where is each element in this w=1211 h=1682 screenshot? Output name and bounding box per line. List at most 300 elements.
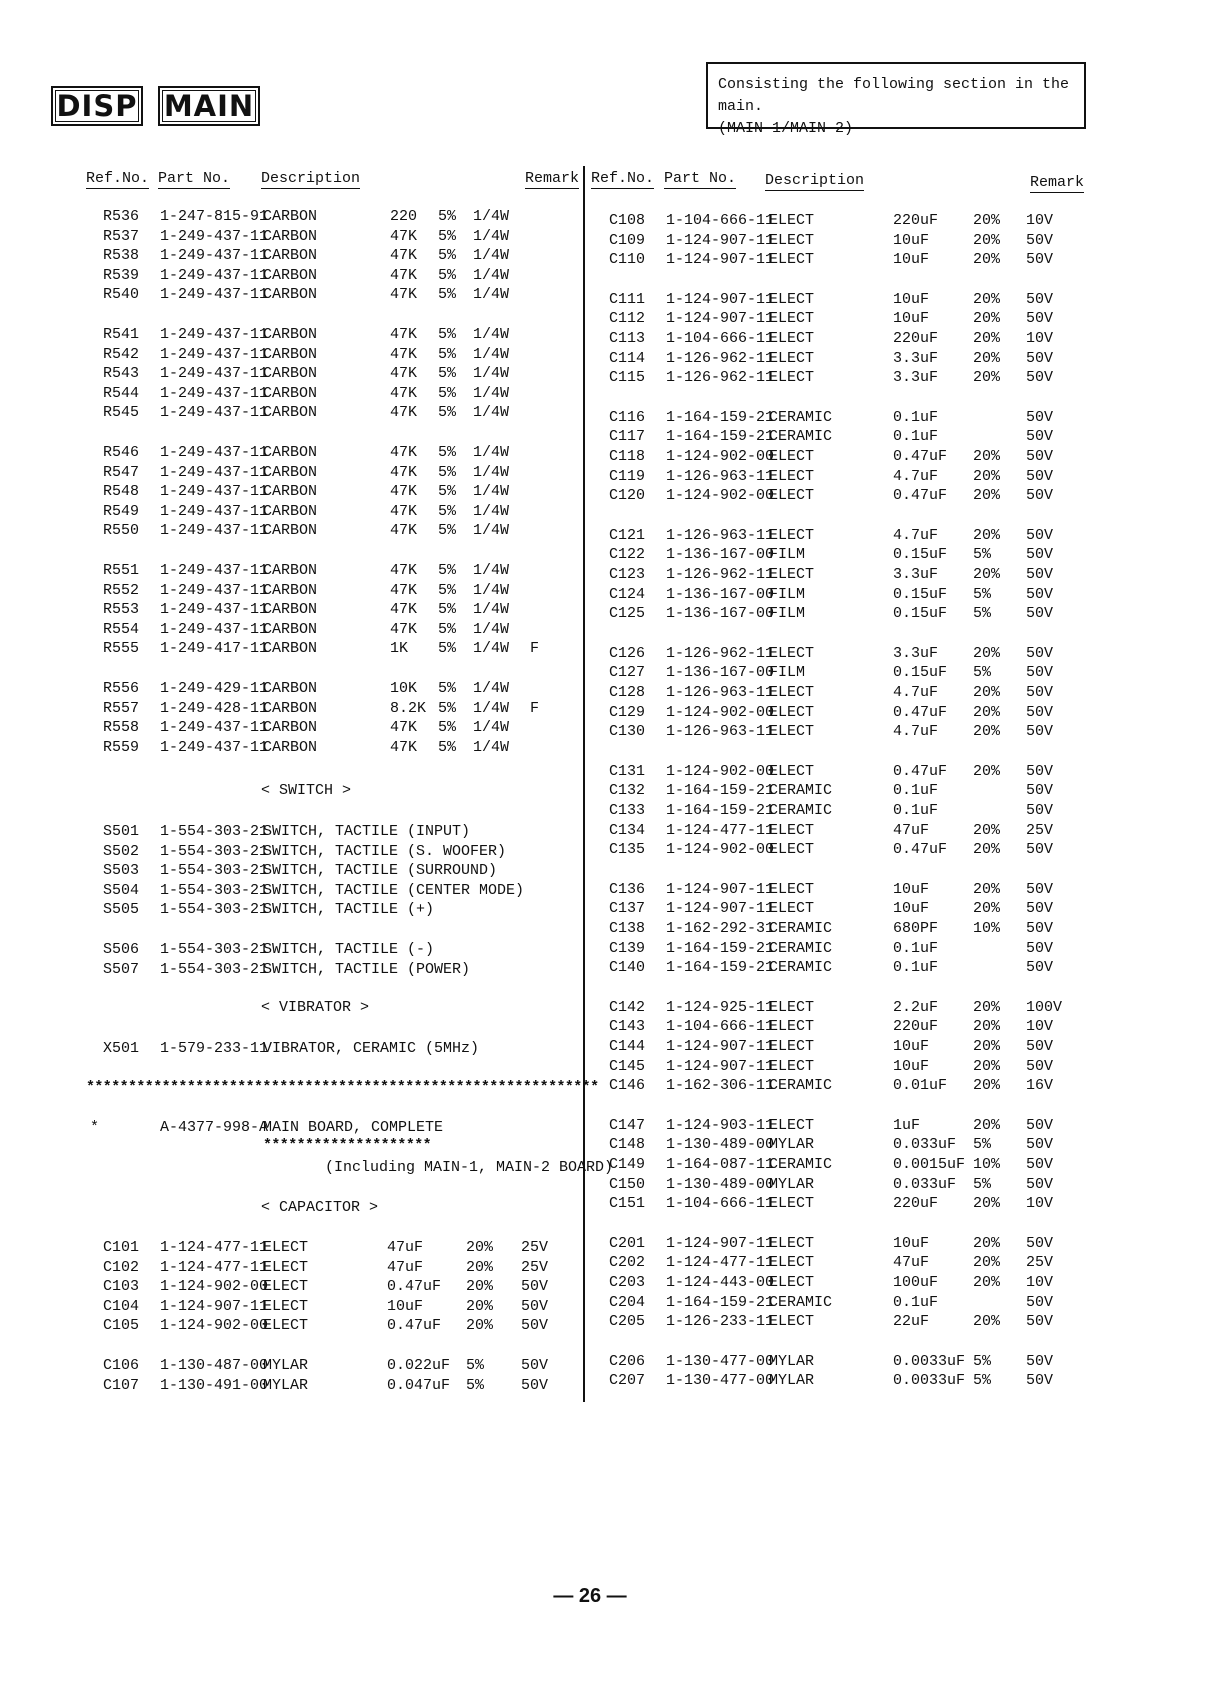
value: 47uF [387, 1259, 424, 1276]
description: CERAMIC [769, 1077, 833, 1094]
rating: 1/4W [473, 601, 510, 618]
description: ELECT [769, 350, 815, 367]
value: 220 [390, 208, 418, 225]
tolerance: 20% [973, 369, 1001, 386]
part-no: 1-136-167-00 [666, 586, 775, 603]
value: 47K [390, 365, 418, 382]
ref-no: R548 [103, 483, 140, 500]
value: 47K [390, 247, 418, 264]
ref-no: C121 [608, 527, 645, 544]
rating: 50V [1026, 546, 1054, 563]
ref-no: C145 [608, 1058, 645, 1075]
part-no: 1-249-437-11 [160, 464, 269, 481]
tolerance: 5% [438, 208, 457, 225]
ref-no: C106 [103, 1357, 140, 1374]
rating: 50V [1026, 369, 1054, 386]
tolerance: 20% [973, 1313, 1001, 1330]
description: ELECT [769, 291, 815, 308]
description: CARBON [263, 228, 318, 245]
rating: 1/4W [473, 404, 510, 421]
ref-no: C127 [608, 664, 645, 681]
value: 10uF [893, 232, 930, 249]
ref-no: R542 [103, 346, 140, 363]
rating: 50V [1026, 723, 1054, 740]
ref-no: C147 [608, 1117, 645, 1134]
ref-no: C203 [608, 1274, 645, 1291]
rating: 50V [1026, 310, 1054, 327]
part-no: 1-249-437-11 [160, 601, 269, 618]
description: ELECT [769, 1117, 815, 1134]
rating: 50V [1026, 350, 1054, 367]
ref-no: R551 [103, 562, 140, 579]
tolerance: 20% [973, 763, 1001, 780]
tolerance: 5% [438, 385, 457, 402]
description: CARBON [263, 365, 318, 382]
description: CARBON [263, 640, 318, 657]
description: ELECT [769, 999, 815, 1016]
part-no: 1-126-963-11 [666, 684, 775, 701]
part-no: 1-164-159-21 [666, 940, 775, 957]
part-no: 1-124-907-11 [666, 310, 775, 327]
tolerance: 20% [973, 822, 1001, 839]
value: 47uF [893, 822, 930, 839]
value: 10K [390, 680, 418, 697]
remark: F [530, 700, 540, 717]
rating: 50V [1026, 920, 1054, 937]
part-no: 1-249-437-11 [160, 247, 269, 264]
ref-no: C115 [608, 369, 645, 386]
description: CARBON [263, 680, 318, 697]
ref-no: R557 [103, 700, 140, 717]
tolerance: 5% [438, 346, 457, 363]
description: CARBON [263, 267, 318, 284]
part-no: 1-124-907-11 [666, 881, 775, 898]
value: 4.7uF [893, 468, 939, 485]
rating: 50V [1026, 566, 1054, 583]
ref-no: C139 [608, 940, 645, 957]
description: ELECT [769, 212, 815, 229]
tolerance: 5% [973, 546, 992, 563]
part-no: 1-554-303-21 [160, 862, 269, 879]
tolerance: 5% [438, 582, 457, 599]
value: 0.033uF [893, 1176, 957, 1193]
description: CARBON [263, 385, 318, 402]
tolerance: 20% [973, 468, 1001, 485]
description: ELECT [769, 763, 815, 780]
ref-no: C108 [608, 212, 645, 229]
rating: 10V [1026, 1195, 1054, 1212]
ref-no: C126 [608, 645, 645, 662]
part-no: 1-249-437-11 [160, 267, 269, 284]
value: 47K [390, 326, 418, 343]
tolerance: 20% [973, 841, 1001, 858]
ref-no: C128 [608, 684, 645, 701]
rating: 1/4W [473, 444, 510, 461]
rating: 1/4W [473, 739, 510, 756]
rating: 1/4W [473, 346, 510, 363]
tolerance: 20% [973, 350, 1001, 367]
rating: 50V [1026, 959, 1054, 976]
description: ELECT [769, 822, 815, 839]
value: 0.1uF [893, 959, 939, 976]
rating: 25V [521, 1239, 549, 1256]
value: 3.3uF [893, 566, 939, 583]
rating: 50V [1026, 428, 1054, 445]
tolerance: 20% [973, 645, 1001, 662]
tolerance: 20% [466, 1259, 494, 1276]
rating: 1/4W [473, 247, 510, 264]
description: ELECT [769, 645, 815, 662]
value: 47K [390, 286, 418, 303]
ref-no: S505 [103, 901, 140, 918]
part-no: 1-249-437-11 [160, 503, 269, 520]
description: ELECT [769, 900, 815, 917]
value: 47K [390, 562, 418, 579]
part-no: 1-104-666-11 [666, 1195, 775, 1212]
part-no: 1-124-902-00 [666, 704, 775, 721]
column-divider [583, 166, 585, 1402]
ref-no: C129 [608, 704, 645, 721]
value: 680PF [893, 920, 939, 937]
description: CARBON [263, 247, 318, 264]
rating: 1/4W [473, 680, 510, 697]
ref-no: R536 [103, 208, 140, 225]
tolerance: 5% [438, 621, 457, 638]
description: ELECT [769, 251, 815, 268]
board-mark: * [90, 1119, 100, 1136]
tolerance: 20% [973, 723, 1001, 740]
part-no: 1-124-907-11 [666, 1235, 775, 1252]
part-no: 1-136-167-00 [666, 664, 775, 681]
switch-heading: < SWITCH > [261, 782, 352, 799]
rating: 1/4W [473, 621, 510, 638]
part-no: 1-136-167-00 [666, 546, 775, 563]
tolerance: 20% [973, 1018, 1001, 1035]
tolerance: 20% [973, 1038, 1001, 1055]
value: 0.1uF [893, 802, 939, 819]
rating: 1/4W [473, 582, 510, 599]
rating: 1/4W [473, 700, 510, 717]
ref-no: R541 [103, 326, 140, 343]
value: 0.1uF [893, 940, 939, 957]
value: 1uF [893, 1117, 921, 1134]
description: SWITCH, TACTILE (SURROUND) [263, 862, 498, 879]
ref-no: C109 [608, 232, 645, 249]
part-no: 1-124-907-11 [666, 900, 775, 917]
value: 0.1uF [893, 782, 939, 799]
rating: 50V [1026, 527, 1054, 544]
rating: 50V [1026, 1294, 1054, 1311]
rating: 50V [1026, 664, 1054, 681]
part-no: 1-249-437-11 [160, 286, 269, 303]
part-no: 1-554-303-21 [160, 961, 269, 978]
ref-no: C111 [608, 291, 645, 308]
description: MYLAR [263, 1377, 309, 1394]
part-no: 1-124-902-00 [160, 1278, 269, 1295]
ref-no: C107 [103, 1377, 140, 1394]
ref-no: S503 [103, 862, 140, 879]
tolerance: 5% [438, 680, 457, 697]
value: 8.2K [390, 700, 427, 717]
rating: 50V [1026, 586, 1054, 603]
part-no: 1-554-303-21 [160, 823, 269, 840]
part-no: 1-124-902-00 [666, 763, 775, 780]
description: MYLAR [769, 1372, 815, 1389]
part-no: 1-249-437-11 [160, 562, 269, 579]
part-no: 1-126-962-11 [666, 369, 775, 386]
board-note: (Including MAIN-1, MAIN-2 BOARD) [325, 1159, 614, 1176]
description: ELECT [769, 468, 815, 485]
ref-no: C119 [608, 468, 645, 485]
part-no: 1-130-487-00 [160, 1357, 269, 1374]
value: 1K [390, 640, 409, 657]
ref-no: R544 [103, 385, 140, 402]
description: ELECT [263, 1298, 309, 1315]
ref-no: C146 [608, 1077, 645, 1094]
tolerance: 20% [973, 1117, 1001, 1134]
part-no: 1-164-159-21 [666, 409, 775, 426]
part-no: 1-124-902-00 [666, 448, 775, 465]
right-header-part: Part No. [664, 170, 737, 187]
description: CARBON [263, 444, 318, 461]
description: CARBON [263, 582, 318, 599]
value: 220uF [893, 1018, 939, 1035]
part-no: 1-579-233-11 [160, 1040, 269, 1057]
disp-tag: DISP [51, 86, 143, 126]
part-no: 1-124-907-11 [160, 1298, 269, 1315]
description: CARBON [263, 464, 318, 481]
tolerance: 5% [438, 739, 457, 756]
tolerance: 10% [973, 1156, 1001, 1173]
value: 47K [390, 739, 418, 756]
rating: 1/4W [473, 522, 510, 539]
rating: 1/4W [473, 286, 510, 303]
value: 3.3uF [893, 350, 939, 367]
value: 47K [390, 385, 418, 402]
rating: 10V [1026, 212, 1054, 229]
ref-no: C132 [608, 782, 645, 799]
description: ELECT [769, 566, 815, 583]
part-no: 1-104-666-11 [666, 1018, 775, 1035]
value: 0.0033uF [893, 1372, 966, 1389]
rating: 50V [1026, 605, 1054, 622]
rating: 10V [1026, 1018, 1054, 1035]
part-no: 1-249-437-11 [160, 228, 269, 245]
part-no: 1-124-907-11 [666, 232, 775, 249]
description: CARBON [263, 503, 318, 520]
rating: 1/4W [473, 562, 510, 579]
ref-no: C131 [608, 763, 645, 780]
description: FILM [769, 546, 806, 563]
rating: 1/4W [473, 483, 510, 500]
ref-no: C150 [608, 1176, 645, 1193]
description: ELECT [769, 684, 815, 701]
rating: 50V [1026, 1038, 1054, 1055]
value: 47K [390, 503, 418, 520]
value: 0.47uF [893, 448, 948, 465]
ref-no: C102 [103, 1259, 140, 1276]
ref-no: C138 [608, 920, 645, 937]
rating: 50V [1026, 782, 1054, 799]
value: 47K [390, 522, 418, 539]
rating: 50V [1026, 1136, 1054, 1153]
ref-no: R546 [103, 444, 140, 461]
board-part-no: A-4377-998-A [160, 1119, 269, 1136]
ref-no: C130 [608, 723, 645, 740]
value: 0.47uF [387, 1278, 442, 1295]
capacitor-heading: < CAPACITOR > [261, 1199, 379, 1216]
value: 10uF [387, 1298, 424, 1315]
part-no: 1-249-437-11 [160, 346, 269, 363]
tolerance: 5% [973, 1353, 992, 1370]
tolerance: 5% [438, 247, 457, 264]
part-no: 1-164-159-21 [666, 802, 775, 819]
part-no: 1-249-437-11 [160, 404, 269, 421]
description: CERAMIC [769, 428, 833, 445]
rating: 100V [1026, 999, 1063, 1016]
tolerance: 20% [973, 1058, 1001, 1075]
ref-no: R553 [103, 601, 140, 618]
description: CERAMIC [769, 920, 833, 937]
rating: 50V [1026, 1313, 1054, 1330]
description: ELECT [769, 330, 815, 347]
rating: 50V [1026, 1117, 1054, 1134]
description: ELECT [769, 841, 815, 858]
note-line-1: Consisting the following section in the main. [718, 76, 1070, 115]
rating: 1/4W [473, 208, 510, 225]
description: ELECT [769, 1313, 815, 1330]
description: ELECT [769, 527, 815, 544]
right-header-desc: Description [765, 172, 865, 189]
value: 47K [390, 719, 418, 736]
value: 0.1uF [893, 1294, 939, 1311]
ref-no: C206 [608, 1353, 645, 1370]
rating: 50V [521, 1357, 549, 1374]
value: 47K [390, 404, 418, 421]
ref-no: C133 [608, 802, 645, 819]
value: 2.2uF [893, 999, 939, 1016]
tolerance: 5% [466, 1377, 485, 1394]
board-underline: ******************** [263, 1137, 432, 1154]
description: MYLAR [769, 1136, 815, 1153]
part-no: 1-249-437-11 [160, 719, 269, 736]
tolerance: 10% [973, 920, 1001, 937]
left-header-desc: Description [261, 170, 361, 187]
rating: 1/4W [473, 267, 510, 284]
description: SWITCH, TACTILE (CENTER MODE) [263, 882, 525, 899]
description: CARBON [263, 522, 318, 539]
part-no: 1-247-815-91 [160, 208, 269, 225]
ref-no: S507 [103, 961, 140, 978]
ref-no: R545 [103, 404, 140, 421]
rating: 50V [1026, 409, 1054, 426]
ref-no: S506 [103, 941, 140, 958]
part-no: 1-104-666-11 [666, 212, 775, 229]
ref-no: C142 [608, 999, 645, 1016]
value: 10uF [893, 881, 930, 898]
tolerance: 20% [466, 1317, 494, 1334]
description: CARBON [263, 326, 318, 343]
tolerance: 20% [973, 1077, 1001, 1094]
tolerance: 20% [973, 881, 1001, 898]
rating: 50V [1026, 448, 1054, 465]
rating: 50V [521, 1298, 549, 1315]
rating: 50V [1026, 1058, 1054, 1075]
ref-no: C151 [608, 1195, 645, 1212]
value: 0.022uF [387, 1357, 451, 1374]
value: 220uF [893, 330, 939, 347]
part-no: 1-124-907-11 [666, 1058, 775, 1075]
left-header-remark: Remark [525, 170, 580, 187]
value: 0.0033uF [893, 1353, 966, 1370]
value: 0.0015uF [893, 1156, 966, 1173]
value: 10uF [893, 1235, 930, 1252]
ref-no: R540 [103, 286, 140, 303]
ref-no: C205 [608, 1313, 645, 1330]
value: 0.1uF [893, 428, 939, 445]
tolerance: 20% [973, 448, 1001, 465]
description: CARBON [263, 739, 318, 756]
ref-no: C140 [608, 959, 645, 976]
tolerance: 5% [438, 562, 457, 579]
part-no: 1-554-303-21 [160, 901, 269, 918]
tolerance: 5% [973, 1372, 992, 1389]
description: CERAMIC [769, 802, 833, 819]
ref-no: X501 [103, 1040, 140, 1057]
tolerance: 20% [973, 251, 1001, 268]
ref-no: C207 [608, 1372, 645, 1389]
part-no: 1-130-477-00 [666, 1372, 775, 1389]
part-no: 1-130-477-00 [666, 1353, 775, 1370]
part-no: 1-136-167-00 [666, 605, 775, 622]
part-no: 1-249-437-11 [160, 326, 269, 343]
part-no: 1-124-902-00 [666, 487, 775, 504]
value: 0.15uF [893, 605, 948, 622]
main-tag: MAIN [158, 86, 260, 126]
ref-no: C101 [103, 1239, 140, 1256]
ref-no: R537 [103, 228, 140, 245]
rating: 50V [1026, 900, 1054, 917]
page-number: — 26 — [553, 1585, 627, 1607]
description: ELECT [769, 369, 815, 386]
value: 220uF [893, 1195, 939, 1212]
ref-no: R559 [103, 739, 140, 756]
part-no: 1-249-417-11 [160, 640, 269, 657]
tolerance: 5% [438, 640, 457, 657]
rating: 1/4W [473, 228, 510, 245]
tolerance: 5% [438, 404, 457, 421]
description: CERAMIC [769, 940, 833, 957]
value: 3.3uF [893, 369, 939, 386]
tolerance: 5% [438, 719, 457, 736]
value: 47K [390, 346, 418, 363]
value: 0.47uF [893, 841, 948, 858]
description: FILM [769, 586, 806, 603]
rating: 50V [1026, 881, 1054, 898]
rating: 1/4W [473, 385, 510, 402]
part-no: 1-164-159-21 [666, 428, 775, 445]
tolerance: 5% [973, 605, 992, 622]
tolerance: 5% [438, 444, 457, 461]
ref-no: C118 [608, 448, 645, 465]
ref-no: C117 [608, 428, 645, 445]
tolerance: 5% [438, 601, 457, 618]
description: CARBON [263, 286, 318, 303]
description: ELECT [769, 704, 815, 721]
tolerance: 20% [973, 684, 1001, 701]
part-no: 1-104-666-11 [666, 330, 775, 347]
ref-no: S501 [103, 823, 140, 840]
